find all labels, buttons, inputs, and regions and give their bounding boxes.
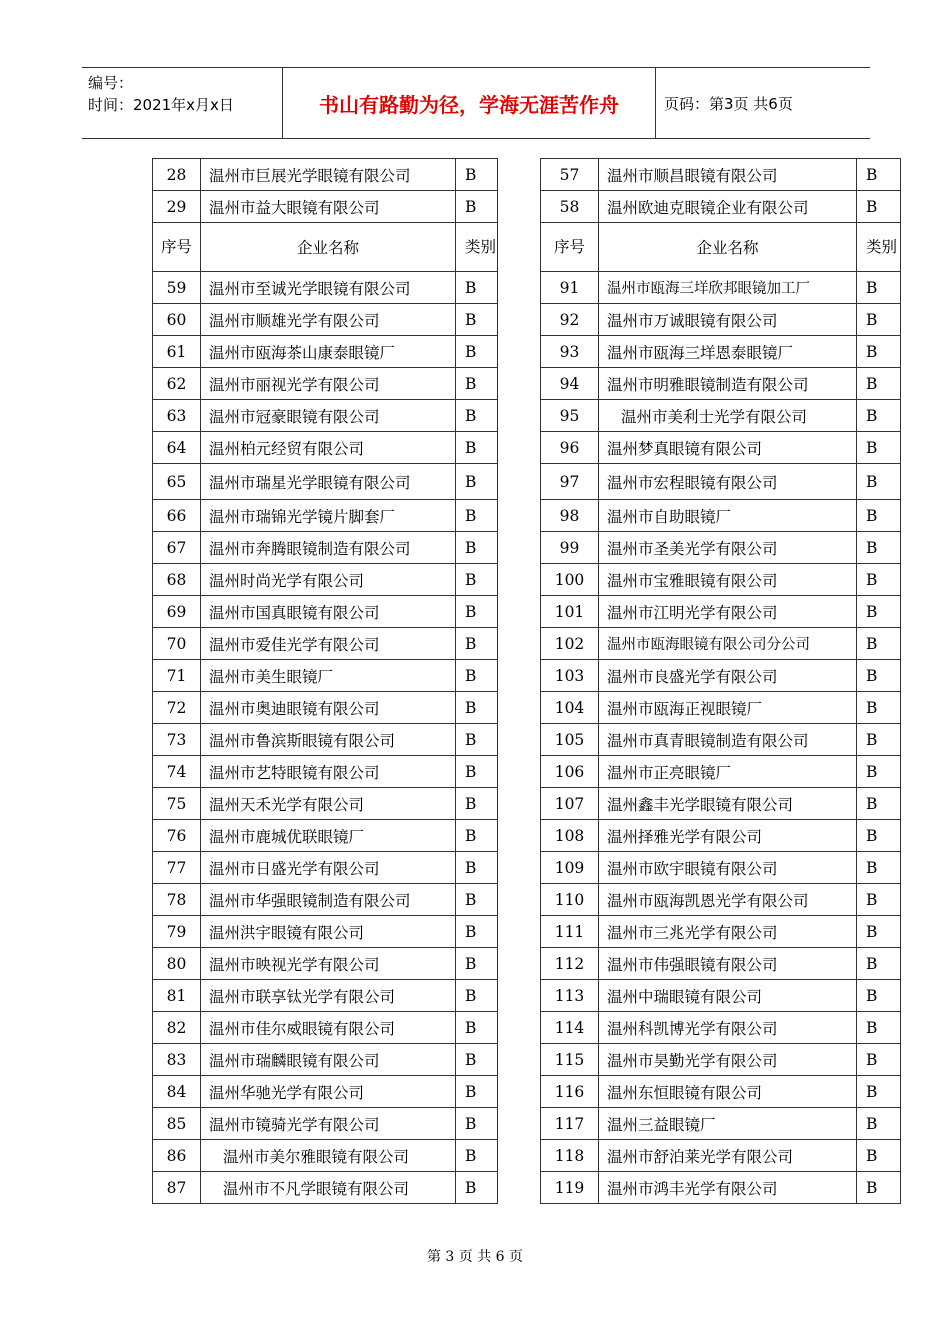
table-row: [153, 1108, 498, 1140]
row-number: 29: [153, 191, 201, 223]
row-number: 96: [541, 432, 599, 464]
category: B: [456, 948, 498, 980]
table-row: [153, 980, 498, 1012]
category: B: [857, 724, 901, 756]
header-date: 时间：2021年x月x日: [88, 96, 234, 114]
table-row: [541, 724, 901, 756]
company-name: 温州鑫丰光学眼镜有限公司: [599, 788, 857, 820]
row-number: 79: [153, 916, 201, 948]
category: B: [456, 1108, 498, 1140]
company-name: 温州市瑞锦光学镜片脚套厂: [201, 500, 456, 532]
table-row: [541, 596, 901, 628]
header-company-name: 企业名称: [201, 223, 456, 272]
row-number: 109: [541, 852, 599, 884]
company-name: 温州天禾光学有限公司: [201, 788, 456, 820]
table-row: [541, 532, 901, 564]
company-name: 温州市瓯海三垟恩泰眼镜厂: [599, 336, 857, 368]
table-row: [541, 368, 901, 400]
company-name: 温州市艺特眼镜有限公司: [201, 756, 456, 788]
category: B: [857, 660, 901, 692]
row-number: 61: [153, 336, 201, 368]
row-number: 69: [153, 596, 201, 628]
table-row: [153, 628, 498, 660]
header-page-info: 页码：第3页 共6页: [664, 94, 793, 113]
company-name: 温州欧迪克眼镜企业有限公司: [599, 191, 857, 223]
row-number: 28: [153, 159, 201, 191]
company-name: 温州市爱佳光学有限公司: [201, 628, 456, 660]
table-row: [541, 916, 901, 948]
company-name: 温州时尚光学有限公司: [201, 564, 456, 596]
row-number: 60: [153, 304, 201, 336]
company-name: 温州柏元经贸有限公司: [201, 432, 456, 464]
row-number: 71: [153, 660, 201, 692]
header-category: 类别: [857, 223, 901, 272]
row-number: 117: [541, 1108, 599, 1140]
table-row: [153, 916, 498, 948]
row-number: 104: [541, 692, 599, 724]
company-name: 温州市华强眼镜制造有限公司: [201, 884, 456, 916]
row-number: 75: [153, 788, 201, 820]
left-company-table: [152, 158, 498, 1204]
table-header-row: [153, 223, 498, 272]
table-row: [541, 788, 901, 820]
row-number: 76: [153, 820, 201, 852]
table-row: [153, 532, 498, 564]
category: B: [456, 820, 498, 852]
category: B: [456, 660, 498, 692]
row-number: 87: [153, 1172, 201, 1204]
company-name: 温州市瓯海凯恩光学有限公司: [599, 884, 857, 916]
category: B: [456, 1172, 498, 1204]
row-number: 92: [541, 304, 599, 336]
category: B: [456, 191, 498, 223]
header-meta: [82, 68, 283, 138]
table-row: [541, 948, 901, 980]
category: B: [456, 628, 498, 660]
row-number: 78: [153, 884, 201, 916]
company-name: 温州市江明光学有限公司: [599, 596, 857, 628]
company-name: 温州市瑞星光学眼镜有限公司: [201, 464, 456, 500]
table-row: [541, 1044, 901, 1076]
table-header-row: [541, 223, 901, 272]
category: B: [857, 948, 901, 980]
company-name: 温州市益大眼镜有限公司: [201, 191, 456, 223]
table-row: [153, 724, 498, 756]
category: B: [857, 191, 901, 223]
table-row: [541, 1172, 901, 1204]
table-row: [541, 191, 901, 223]
table-row: [153, 660, 498, 692]
company-name: 温州市巨展光学眼镜有限公司: [201, 159, 456, 191]
table-row: [153, 432, 498, 464]
company-name: 温州市圣美光学有限公司: [599, 532, 857, 564]
category: B: [456, 400, 498, 432]
table-row: [541, 756, 901, 788]
table-row: [153, 1172, 498, 1204]
category: B: [456, 159, 498, 191]
table-row: [541, 660, 901, 692]
header-number: 序号: [541, 223, 599, 272]
category: B: [857, 500, 901, 532]
company-name: 温州华驰光学有限公司: [201, 1076, 456, 1108]
category: B: [857, 1172, 901, 1204]
table-row: [153, 368, 498, 400]
category: B: [857, 1012, 901, 1044]
table-row: [153, 1140, 498, 1172]
company-name: 温州洪宇眼镜有限公司: [201, 916, 456, 948]
row-number: 106: [541, 756, 599, 788]
category: B: [456, 852, 498, 884]
header-number-label: 编号：: [88, 74, 134, 92]
category: B: [857, 692, 901, 724]
category: B: [456, 1012, 498, 1044]
table-row: [153, 159, 498, 191]
row-number: 85: [153, 1108, 201, 1140]
page-footer: 第 3 页 共 6 页: [426, 1249, 524, 1265]
row-number: 99: [541, 532, 599, 564]
category: B: [456, 272, 498, 304]
row-number: 77: [153, 852, 201, 884]
table-row: [153, 884, 498, 916]
category: B: [456, 464, 498, 500]
company-name: 温州市宝雅眼镜有限公司: [599, 564, 857, 596]
company-name: 温州市瑞麟眼镜有限公司: [201, 1044, 456, 1076]
table-row: [541, 272, 901, 304]
row-number: 100: [541, 564, 599, 596]
company-name: 温州市至诚光学眼镜有限公司: [201, 272, 456, 304]
table-row: [541, 336, 901, 368]
category: B: [857, 756, 901, 788]
category: B: [456, 304, 498, 336]
category: B: [857, 820, 901, 852]
category: B: [857, 400, 901, 432]
category: B: [857, 628, 901, 660]
row-number: 98: [541, 500, 599, 532]
table-row: [153, 788, 498, 820]
row-number: 81: [153, 980, 201, 1012]
row-number: 66: [153, 500, 201, 532]
row-number: 86: [153, 1140, 201, 1172]
category: B: [857, 1076, 901, 1108]
category: B: [857, 1108, 901, 1140]
category: B: [456, 368, 498, 400]
category: B: [857, 980, 901, 1012]
table-row: [153, 1076, 498, 1108]
row-number: 62: [153, 368, 201, 400]
row-number: 67: [153, 532, 201, 564]
row-number: 68: [153, 564, 201, 596]
header-company-name: 企业名称: [599, 223, 857, 272]
table-row: [153, 852, 498, 884]
table-row: [153, 1044, 498, 1076]
table-row: [153, 692, 498, 724]
company-name: 温州市镜骑光学有限公司: [201, 1108, 456, 1140]
table-row: [541, 500, 901, 532]
row-number: 116: [541, 1076, 599, 1108]
table-row: [541, 852, 901, 884]
company-name: 温州梦真眼镜有限公司: [599, 432, 857, 464]
row-number: 119: [541, 1172, 599, 1204]
company-name: 温州科凯博光学有限公司: [599, 1012, 857, 1044]
company-name: 温州市美利士光学有限公司: [599, 400, 857, 432]
table-row: [541, 304, 901, 336]
row-number: 97: [541, 464, 599, 500]
row-number: 82: [153, 1012, 201, 1044]
category: B: [857, 884, 901, 916]
company-name: 温州市明雅眼镜制造有限公司: [599, 368, 857, 400]
document-header: [82, 67, 870, 139]
row-number: 118: [541, 1140, 599, 1172]
table-row: [541, 1076, 901, 1108]
table-row: [541, 628, 901, 660]
table-row: [153, 400, 498, 432]
company-name: 温州市映视光学有限公司: [201, 948, 456, 980]
company-name: 温州市佳尔威眼镜有限公司: [201, 1012, 456, 1044]
table-row: [541, 1140, 901, 1172]
company-name: 温州市美尔雅眼镜有限公司: [201, 1140, 456, 1172]
category: B: [857, 368, 901, 400]
company-name: 温州市伟强眼镜有限公司: [599, 948, 857, 980]
table-row: [541, 1108, 901, 1140]
row-number: 84: [153, 1076, 201, 1108]
company-name: 温州市国真眼镜有限公司: [201, 596, 456, 628]
table-row: [541, 884, 901, 916]
row-number: 115: [541, 1044, 599, 1076]
category: B: [857, 564, 901, 596]
table-row: [153, 756, 498, 788]
row-number: 72: [153, 692, 201, 724]
row-number: 101: [541, 596, 599, 628]
company-name: 温州市瓯海正视眼镜厂: [599, 692, 857, 724]
table-row: [541, 159, 901, 191]
company-name: 温州市鹿城优联眼镜厂: [201, 820, 456, 852]
row-number: 94: [541, 368, 599, 400]
company-name: 温州市美生眼镜厂: [201, 660, 456, 692]
category: B: [456, 532, 498, 564]
table-row: [541, 464, 901, 500]
category: B: [456, 916, 498, 948]
category: B: [857, 1140, 901, 1172]
category: B: [857, 852, 901, 884]
company-name: 温州三益眼镜厂: [599, 1108, 857, 1140]
header-number: 序号: [153, 223, 201, 272]
category: B: [456, 756, 498, 788]
row-number: 80: [153, 948, 201, 980]
row-number: 102: [541, 628, 599, 660]
category: B: [857, 432, 901, 464]
category: B: [857, 464, 901, 500]
table-row: [153, 272, 498, 304]
table-row: [153, 500, 498, 532]
company-name: 温州市奥迪眼镜有限公司: [201, 692, 456, 724]
header-category: 类别: [456, 223, 498, 272]
row-number: 113: [541, 980, 599, 1012]
category: B: [456, 336, 498, 368]
table-row: [153, 464, 498, 500]
category: B: [456, 596, 498, 628]
company-name: 温州市真青眼镜制造有限公司: [599, 724, 857, 756]
row-number: 103: [541, 660, 599, 692]
row-number: 58: [541, 191, 599, 223]
right-company-table: [540, 158, 901, 1204]
category: B: [456, 500, 498, 532]
company-name: 温州东恒眼镜有限公司: [599, 1076, 857, 1108]
table-row: [153, 191, 498, 223]
company-name: 温州市良盛光学有限公司: [599, 660, 857, 692]
table-row: [153, 948, 498, 980]
company-name: 温州中瑞眼镜有限公司: [599, 980, 857, 1012]
category: B: [456, 432, 498, 464]
table-row: [153, 564, 498, 596]
row-number: 114: [541, 1012, 599, 1044]
category: B: [456, 1140, 498, 1172]
category: B: [857, 336, 901, 368]
table-row: [541, 820, 901, 852]
table-row: [153, 1012, 498, 1044]
category: B: [857, 1044, 901, 1076]
header-motto: 书山有路勤为径，学海无涯苦作舟: [283, 68, 656, 138]
row-number: 73: [153, 724, 201, 756]
category: B: [456, 1076, 498, 1108]
company-name: 温州市冠豪眼镜有限公司: [201, 400, 456, 432]
company-name: 温州市万诚眼镜有限公司: [599, 304, 857, 336]
category: B: [456, 1044, 498, 1076]
category: B: [456, 692, 498, 724]
table-row: [541, 432, 901, 464]
table-row: [153, 336, 498, 368]
category: B: [857, 596, 901, 628]
company-name: 温州市三兆光学有限公司: [599, 916, 857, 948]
row-number: 108: [541, 820, 599, 852]
company-name: 温州市欧宇眼镜有限公司: [599, 852, 857, 884]
table-row: [153, 304, 498, 336]
table-row: [541, 692, 901, 724]
category: B: [456, 724, 498, 756]
row-number: 65: [153, 464, 201, 500]
table-row: [541, 564, 901, 596]
table-row: [541, 1012, 901, 1044]
company-name: 温州市不凡学眼镜有限公司: [201, 1172, 456, 1204]
row-number: 83: [153, 1044, 201, 1076]
company-name: 温州市自助眼镜厂: [599, 500, 857, 532]
category: B: [857, 159, 901, 191]
category: B: [456, 884, 498, 916]
company-name: 温州市瓯海茶山康泰眼镜厂: [201, 336, 456, 368]
row-number: 91: [541, 272, 599, 304]
row-number: 59: [153, 272, 201, 304]
company-name: 温州市丽视光学有限公司: [201, 368, 456, 400]
company-name: 温州市顺昌眼镜有限公司: [599, 159, 857, 191]
company-name: 温州市正亮眼镜厂: [599, 756, 857, 788]
table-row: [153, 596, 498, 628]
category: B: [857, 304, 901, 336]
category: B: [857, 532, 901, 564]
category: B: [456, 564, 498, 596]
row-number: 110: [541, 884, 599, 916]
row-number: 63: [153, 400, 201, 432]
company-name: 温州市鸿丰光学有限公司: [599, 1172, 857, 1204]
category: B: [857, 788, 901, 820]
row-number: 74: [153, 756, 201, 788]
company-name: 温州市奔腾眼镜制造有限公司: [201, 532, 456, 564]
table-row: [541, 400, 901, 432]
row-number: 111: [541, 916, 599, 948]
category: B: [857, 916, 901, 948]
company-name: 温州市舒泊莱光学有限公司: [599, 1140, 857, 1172]
row-number: 112: [541, 948, 599, 980]
company-name: 温州市日盛光学有限公司: [201, 852, 456, 884]
company-name: 温州市昊勤光学有限公司: [599, 1044, 857, 1076]
row-number: 93: [541, 336, 599, 368]
company-name: 温州择雅光学有限公司: [599, 820, 857, 852]
category: B: [456, 788, 498, 820]
company-name: 温州市顺雄光学有限公司: [201, 304, 456, 336]
row-number: 70: [153, 628, 201, 660]
company-name: 温州市宏程眼镜有限公司: [599, 464, 857, 500]
category: B: [456, 980, 498, 1012]
company-name: 温州市鲁滨斯眼镜有限公司: [201, 724, 456, 756]
table-row: [153, 820, 498, 852]
row-number: 105: [541, 724, 599, 756]
row-number: 64: [153, 432, 201, 464]
company-name: 温州市联享钛光学有限公司: [201, 980, 456, 1012]
row-number: 107: [541, 788, 599, 820]
row-number: 95: [541, 400, 599, 432]
category: B: [857, 272, 901, 304]
company-name: 温州市瓯海眼镜有限公司分公司: [599, 628, 857, 660]
table-row: [541, 980, 901, 1012]
row-number: 57: [541, 159, 599, 191]
company-name: 温州市瓯海三垟欣邦眼镜加工厂: [599, 272, 857, 304]
